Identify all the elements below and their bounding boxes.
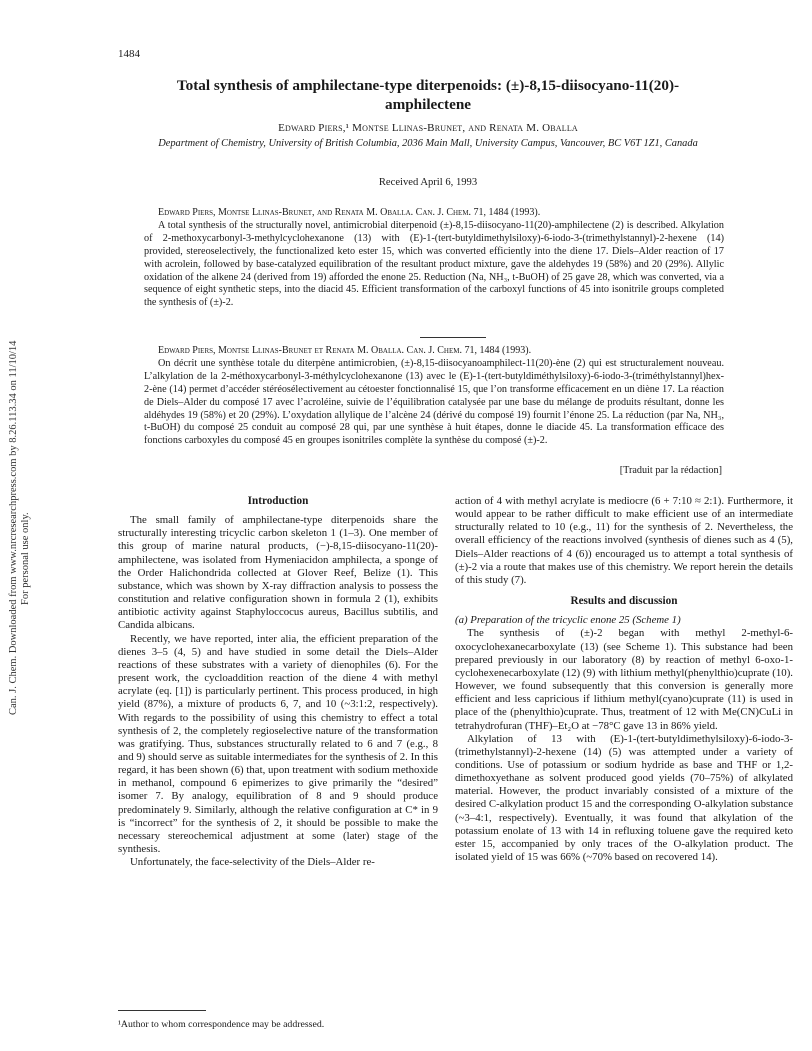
affiliation: Department of Chemistry, University of British Columbia, 2036 Main Mall, University Campus, Vancouver, BC V6T 1Z1, Canada xyxy=(158,138,698,149)
separator-rule xyxy=(420,337,486,338)
paragraph: Alkylation of 13 with (E)-1-(tert-butyldimethylsiloxy)-6-iodo-3-(trimethylstannyl)-2-hexene (14) (5) was attempted under a variety of conditions. Use of potassium or sodium hydride as base and THF or 1,2-dimethoxyethane as solvent produced good yields (70–75%) of alkylated material. However, the product invariably consisted of a mixture of the desired C-alkylation product 15 and the corresponding O-alkylation substance (~3–4:1, respectively). Eventually, it was found that alkylation of the potassium enolate of 13 with 14 in refluxing toluene gave the required keto ester 15, accompanied by only traces of the O-alkylation product. The isolated yield of 15 was 66% (~70% based on recovered 14). xyxy=(455,732,793,864)
subsection-heading: (a) Preparation of the tricyclic enone 25 (Scheme 1) xyxy=(455,614,681,627)
right-column xyxy=(455,495,793,864)
watermark-line-2: For personal use only. xyxy=(20,512,31,605)
footnote: ¹Author to whom correspondence may be addressed. xyxy=(118,1019,325,1030)
footnote-rule xyxy=(118,1010,206,1011)
translation-note: [Traduit par la rédaction] xyxy=(619,465,722,476)
paragraph: The synthesis of (±)-2 began with methyl 2-methyl-6-oxocyclohexanecarboxylate (13) (see Scheme 1). This substance had been prepared previously in our laboratory (8) by reaction of methyl 6-oxo-1-cyclohexenecarboxylate (12) (9) with lithium methyl(phenylthio)cuprate (10). However, we found subsequently that this conversion is generally more efficient and less capricious if lithium methyl(cyano)cuprate (11) is used in place of the (phenylthio)cuprate. Thus, treatment of 12 with Me(CN)CuLi in tetrahydrofuran (THF)–Et₂O at −78°C gave 13 in 86% yield. xyxy=(455,627,793,732)
abstract-fr-citation xyxy=(144,345,724,358)
citation-line: Edward Piers, Montse Llinas-Brunet, and Renata M. Oballa. Can. J. Chem. 71, 1484 (1993). xyxy=(158,207,541,218)
watermark-line-1: Can. J. Chem. Downloaded from www.nrcresearchpress.com by 8.26.113.34 on 11/10/14 xyxy=(8,340,19,715)
paragraph: Recently, we have reported, inter alia, the efficient preparation of the dienes 3–5 (4, 5) and have studied in some detail the Diels–Alder reactions of these substrates with a variety of dienophiles (6). For the present work, the cycloaddition reaction of the diene 4 with methyl acrylate (eq. [1]) is particularly pertinent. This process produced, in high yield (87%), a mixture of products 6, 7, and 10 (~3:1:2, respectively). With regards to the possibility of using this chemistry to effect a total synthesis of 2, the completely regioselective nature of the transformation was gratifying. Thus, substances structurally related to 6 and 7 (e.g., 8 and 9) should serve as suitable intermediates for the synthesis of 2. In this regard, it has been shown (6) that, upon treatment with sodium methoxide in methanol, compound 6 epimerizes to give primarily the “desired” isomer 7. By analogy, equilibration of 8 and 9 should produce predominately 9. Similarly, although the relative configuration at C* in 9 is “incorrect” for the synthesis of 2, it should be possible to make the necessary stereochemical adjustment at some (later) stage of the synthesis. xyxy=(118,632,438,856)
abstract-english xyxy=(144,207,724,310)
citation-line: Edward Piers, Montse Llinas-Brunet et Renata M. Oballa. Can. J. Chem. 71, 1484 (1993). xyxy=(158,345,532,356)
abstract-fr-body: On décrit une synthèse totale du diterpène antimicrobien, (±)-8,15-diisocyanoamphilect-11(20)-ène (2) qui est structuralement nouveau. L’alkylation de la 2-méthoxycarbonyl-3-méthylcyclohexanone (13) avec le (E)-1-(tert-butyldiméthylsiloxy)-6-iodo-3-(triméthylstannyl)hex-2-ène (14) permet d’accéder stéréosélectivement au cétoester fonctionnalisé 15, que l’on transforme efficacement en un diène 17. La réaction de Diels–Alder du composé 17 avec l’acroléine, suivie de l’équilibration catalysée par une base du mélange de produits résultant, donne les aldéhydes 19 (58%) et 20 (29%). L’oxydation allylique de l’alcène 24 (dérivé du composé 19) fournit l’énone 25. La réduction (par Na, NH₃, t-BuOH) du composé 25 conduit au composé 28 qui, par une synthèse à huit étapes, donne le diacide 45. La transformation efficace des fonctions carboxyles du composé 45 en groupes isonitriles complète la synthèse du composé (±)-2. xyxy=(144,357,724,447)
abstract-french xyxy=(144,345,724,448)
download-watermark xyxy=(8,340,31,715)
left-column xyxy=(118,495,438,869)
paragraph: action of 4 with methyl acrylate is mediocre (6 + 7:10 ≈ 2:1). Furthermore, it would appear to be rather difficult to make efficient use of an intermediate structurally related to 10 (e.g., 11) for the synthesis of 2. Nevertheless, the overall efficiency of the reactions involved (synthesis of dienes such as 4 (5), Diels–Alder reactions of 4 (6)) encouraged us to attempt a total synthesis of (±)-2 via a route that makes use of this chemistry. We report herein the details of this study (7). xyxy=(455,495,793,586)
abstract-en-citation xyxy=(144,207,724,220)
section-heading-introduction: Introduction xyxy=(247,495,309,507)
page-number: 1484 xyxy=(118,48,140,60)
article-title: Total synthesis of amphilectane-type diterpenoids: (±)-8,15-diisocyano-11(20)-amphilectene xyxy=(176,77,680,113)
section-heading-results: Results and discussion xyxy=(570,595,678,608)
paragraph: Unfortunately, the face-selectivity of the Diels–Alder re- xyxy=(130,856,375,869)
abstract-en-body: A total synthesis of the structurally novel, antimicrobial diterpenoid (±)-8,15-diisocyano-11(20)-amphilectene (2) is described. Alkylation of 2-methoxycarbonyl-3-methylcyclohexanone (13) with (E)-1-(tert-butyldimethylsiloxy)-6-iodo-3-(trimethylstannyl)-2-hexene (14) provided, stereoselectively, the functionalized keto ester 15, which was converted efficiently into the diene 17. Diels–Alder reaction of 17 with acrolein, followed by base-catalyzed equilibration of the resultant product mixture, gave the aldehydes 19 (58%) and 20 (29%). Allylic oxidation of the alkene 24 (derived from 19) afforded the enone 25. Reduction (Na, NH₃, t-BuOH) of 25 gave 28, which was converted, via a sequence of eight synthetic steps, into the diacid 45. Efficient transformation of the carboxyl functions of 45 into isonitrile groups completed the synthesis of (±)-2. xyxy=(144,219,724,309)
received-date: Received April 6, 1993 xyxy=(378,177,478,188)
paragraph: The small family of amphilectane-type diterpenoids share the structurally interesting tricyclic carbon skeleton 1 (1–3). One member of this group of marine natural products, (−)-8,15-diisocyano-11(20)-amphilectene, was isolated from Hymeniacidon amphilecta, a sponge of the Order Halichondrida collected at Glover Reef, Belize (1). This substance, which was shown by X-ray diffraction analysis to possess the constitution and relative configuration shown in formula 2 (1), exhibits antibiotic activity against Staphyloccocus aureus, Bacillus subtilis, and Candida albicans. xyxy=(118,514,438,632)
author-list: Edward Piers,¹ Montse Llinas-Brunet, and Renata M. Oballa xyxy=(278,122,578,134)
watermark-text xyxy=(8,340,32,715)
